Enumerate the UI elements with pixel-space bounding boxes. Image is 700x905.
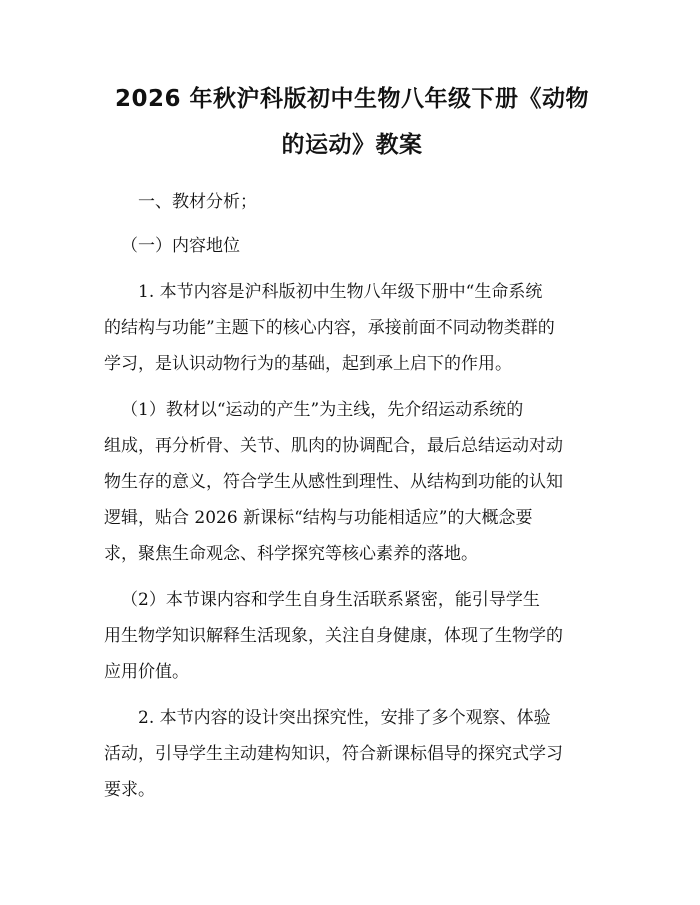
paragraph-line: 应用价值。 bbox=[104, 662, 189, 682]
paragraph-line: （2）本节课内容和学生自身生活联系紧密，能引导学生 bbox=[121, 590, 540, 610]
paragraph-3 bbox=[104, 582, 600, 690]
paragraph-line: 组成，再分析骨、关节、肌肉的协调配合，最后总结运动对动 bbox=[104, 436, 563, 456]
document-body bbox=[104, 184, 600, 808]
paragraph-line: 要求。 bbox=[104, 780, 155, 800]
title-line-2: 的运动》教案 bbox=[281, 132, 423, 158]
paragraph-line: 求，聚焦生命观念、科学探究等核心素养的落地。 bbox=[104, 544, 478, 564]
subsection-heading: （一）内容地位 bbox=[121, 236, 240, 256]
section-heading: 一、教材分析； bbox=[138, 192, 257, 212]
paragraph-line: 用生物学知识解释生活现象，关注自身健康，体现了生物学的 bbox=[104, 626, 563, 646]
paragraph-2 bbox=[104, 392, 600, 572]
paragraph-line: 的结构与功能”主题下的核心内容，承接前面不同动物类群的 bbox=[104, 318, 555, 338]
paragraph-line: 物生存的意义，符合学生从感性到理性、从结构到功能的认知 bbox=[104, 472, 563, 492]
paragraph-line: 活动，引导学生主动建构知识，符合新课标倡导的探究式学习 bbox=[104, 744, 563, 764]
paragraph-line: 逻辑，贴合 2026 新课标“结构与功能相适应”的大概念要 bbox=[104, 508, 533, 528]
paragraph-1 bbox=[104, 274, 600, 382]
paragraph-line: （1）教材以“运动的产生”为主线，先介绍运动系统的 bbox=[121, 400, 524, 420]
paragraph-line: 1. 本节内容是沪科版初中生物八年级下册中“生命系统 bbox=[138, 282, 543, 302]
document-title bbox=[104, 76, 600, 168]
paragraph-line: 学习，是认识动物行为的基础，起到承上启下的作用。 bbox=[104, 354, 512, 374]
paragraph-4 bbox=[104, 700, 600, 808]
title-line-1: 2026 年秋沪科版初中生物八年级下册《动物 bbox=[114, 86, 590, 112]
paragraph-line: 2. 本节内容的设计突出探究性，安排了多个观察、体验 bbox=[138, 708, 551, 728]
